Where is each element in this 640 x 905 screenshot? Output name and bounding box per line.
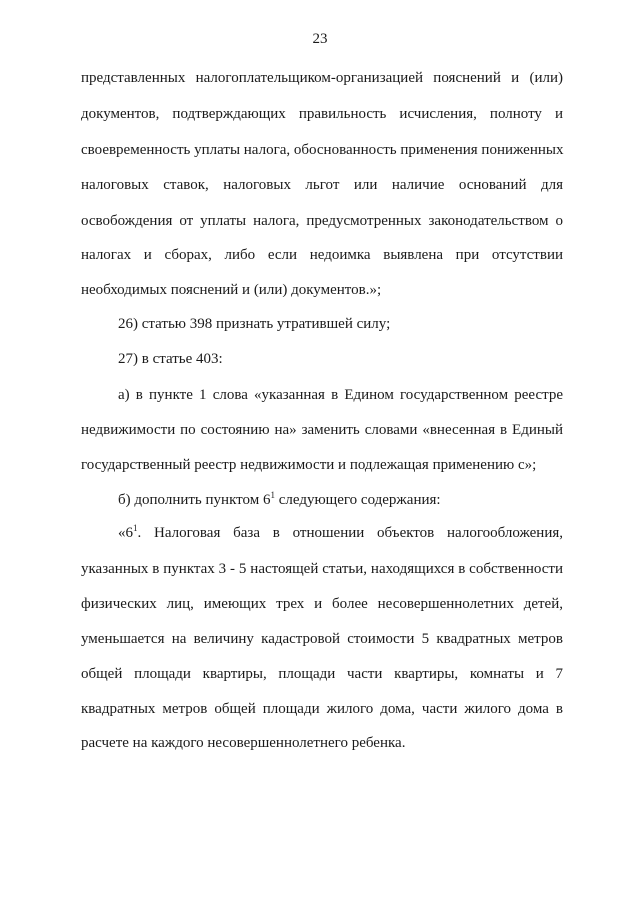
subitem-a-line: государственный реестр недвижимости и подлежащая применению с»;	[81, 457, 537, 473]
page-number: 23	[312, 31, 328, 47]
text-line: своевременность уплаты налога, обоснованность применения пониженных	[81, 142, 564, 158]
subitem-a-line: а) в пункте 1 слова «указанная в Едином государственном реестре	[118, 387, 563, 403]
subitem-b-superscript: 1	[270, 490, 275, 500]
text-line: представленных налогоплательщиком-организацией пояснений и (или)	[81, 70, 563, 86]
quote-line: квадратных метров общей площади жилого дома, части жилого дома в	[81, 701, 563, 717]
subitem-b	[118, 491, 563, 509]
text-line: налогах и сборах, либо если недоимка выявлена при отсутствии	[81, 247, 563, 263]
quote-prefix: «6	[118, 525, 133, 541]
subitem-b-text-rest: следующего содержания:	[274, 492, 441, 508]
quote-line: физических лиц, имеющих трех и более несовершеннолетних детей,	[81, 596, 563, 612]
quote-first-rest: . Налоговая база в отношении объектов налогообложения,	[137, 525, 563, 541]
quote-line: уменьшается на величину кадастровой стоимости 5 квадратных метров	[81, 631, 563, 647]
text-line: налоговых ставок, налоговых льгот или наличие оснований для	[81, 177, 563, 193]
quote-line: общей площади квартиры, площади части квартиры, комнаты и 7	[81, 666, 563, 682]
quote-first-line	[118, 524, 563, 542]
text-line: необходимых пояснений и (или) документов.»;	[81, 282, 382, 298]
item-27: 27) в статье 403:	[118, 351, 223, 367]
text-line: освобождения от уплаты налога, предусмотренных законодательством о	[81, 213, 563, 229]
item-26: 26) статью 398 признать утратившей силу;	[118, 316, 391, 332]
quote-line: указанных в пунктах 3 - 5 настоящей статьи, находящихся в собственности	[81, 561, 563, 577]
subitem-b-text: б) дополнить пунктом 6	[118, 492, 271, 508]
quote-line: расчете на каждого несовершеннолетнего ребенка.	[81, 735, 406, 751]
quote-superscript: 1	[133, 523, 138, 533]
text-line: документов, подтверждающих правильность исчисления, полноту и	[81, 106, 563, 122]
subitem-a-line: недвижимости по состоянию на» заменить словами «внесенная в Единый	[81, 422, 563, 438]
